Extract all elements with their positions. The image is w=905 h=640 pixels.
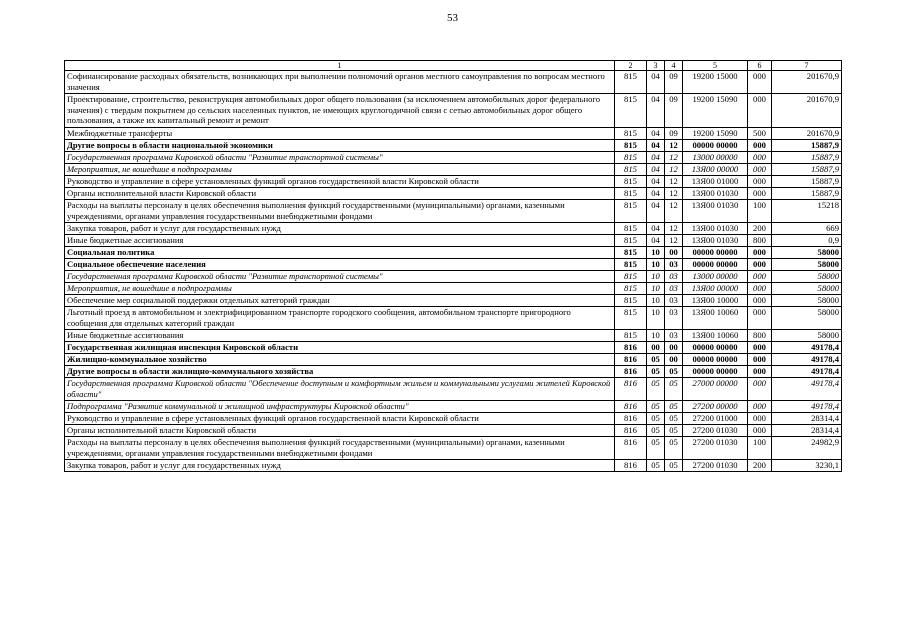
table-row: [65, 295, 842, 307]
row-admin-code-cell: 815: [615, 176, 647, 188]
row-section-cell: 05: [647, 378, 665, 401]
table-row: [65, 188, 842, 200]
row-target-code-cell: 00000 00000: [683, 247, 748, 259]
column-header-7: 7: [772, 61, 842, 71]
row-admin-code-cell: 815: [615, 283, 647, 295]
row-section-cell: 04: [647, 235, 665, 247]
row-expense-type-cell: 200: [748, 460, 772, 472]
row-admin-code-cell: 815: [615, 188, 647, 200]
row-target-code-cell: 13Я00 10060: [683, 307, 748, 330]
row-name-cell: Закупка товаров, работ и услуг для государственных нужд: [65, 223, 615, 235]
row-amount-cell: 669: [772, 223, 842, 235]
row-amount-cell: 49178,4: [772, 342, 842, 354]
table-body: [65, 71, 842, 472]
row-amount-cell: 24982,9: [772, 437, 842, 460]
row-section-cell: 04: [647, 200, 665, 223]
row-name-cell: Мероприятия, не вошедшие в подпрограммы: [65, 164, 615, 176]
row-subsection-cell: 00: [665, 247, 683, 259]
row-amount-cell: 58000: [772, 330, 842, 342]
row-subsection-cell: 03: [665, 283, 683, 295]
row-expense-type-cell: 000: [748, 425, 772, 437]
row-subsection-cell: 12: [665, 176, 683, 188]
row-admin-code-cell: 815: [615, 152, 647, 164]
row-section-cell: 10: [647, 271, 665, 283]
row-amount-cell: 15887,9: [772, 140, 842, 152]
table-row: [65, 413, 842, 425]
row-admin-code-cell: 815: [615, 71, 647, 94]
row-subsection-cell: 09: [665, 71, 683, 94]
row-expense-type-cell: 000: [748, 401, 772, 413]
table-row: [65, 71, 842, 94]
row-name-cell: Закупка товаров, работ и услуг для государственных нужд: [65, 460, 615, 472]
row-admin-code-cell: 815: [615, 259, 647, 271]
row-subsection-cell: 05: [665, 413, 683, 425]
row-amount-cell: 28314,4: [772, 425, 842, 437]
row-admin-code-cell: 815: [615, 128, 647, 140]
row-admin-code-cell: 816: [615, 460, 647, 472]
row-name-cell: Руководство и управление в сфере установленных функций органов государственной власти Кировской области: [65, 176, 615, 188]
table-row: [65, 164, 842, 176]
row-section-cell: 04: [647, 71, 665, 94]
row-expense-type-cell: 000: [748, 366, 772, 378]
row-section-cell: 05: [647, 366, 665, 378]
table-row: [65, 94, 842, 128]
row-target-code-cell: 13Я00 01030: [683, 188, 748, 200]
row-name-cell: Расходы на выплаты персоналу в целях обеспечения выполнения функций государственными (муниципальными) органами, казенными учреждениями, органами управления государственными внебюджетными фондами: [65, 200, 615, 223]
row-section-cell: 04: [647, 94, 665, 128]
row-admin-code-cell: 816: [615, 437, 647, 460]
row-target-code-cell: 27200 01030: [683, 437, 748, 460]
row-subsection-cell: 09: [665, 128, 683, 140]
row-name-cell: Жилищно-коммунальное хозяйство: [65, 354, 615, 366]
table-row: [65, 223, 842, 235]
row-section-cell: 05: [647, 401, 665, 413]
row-section-cell: 10: [647, 330, 665, 342]
row-subsection-cell: 03: [665, 259, 683, 271]
table-row: [65, 259, 842, 271]
row-target-code-cell: 27200 01030: [683, 460, 748, 472]
row-subsection-cell: 12: [665, 140, 683, 152]
row-expense-type-cell: 000: [748, 152, 772, 164]
row-admin-code-cell: 816: [615, 378, 647, 401]
row-amount-cell: 49178,4: [772, 401, 842, 413]
row-section-cell: 10: [647, 283, 665, 295]
row-section-cell: 04: [647, 140, 665, 152]
row-name-cell: Льготный проезд в автомобильном и электрифицированном транспорте городского сообщения, автомобильном транспорте пригородного сообщения для отдельных категорий граждан: [65, 307, 615, 330]
row-expense-type-cell: 000: [748, 140, 772, 152]
row-amount-cell: 28314,4: [772, 413, 842, 425]
row-subsection-cell: 05: [665, 366, 683, 378]
row-admin-code-cell: 815: [615, 223, 647, 235]
row-amount-cell: 15218: [772, 200, 842, 223]
row-target-code-cell: 27200 01030: [683, 425, 748, 437]
row-subsection-cell: 05: [665, 378, 683, 401]
row-name-cell: Расходы на выплаты персоналу в целях обеспечения выполнения функций государственными (муниципальными) органами, казенными учреждениями, органами управления государственными внебюджетными фондами: [65, 437, 615, 460]
table-row: [65, 283, 842, 295]
row-admin-code-cell: 815: [615, 247, 647, 259]
row-admin-code-cell: 815: [615, 94, 647, 128]
row-section-cell: 10: [647, 247, 665, 259]
row-amount-cell: 49178,4: [772, 354, 842, 366]
row-target-code-cell: 00000 00000: [683, 342, 748, 354]
row-section-cell: 05: [647, 413, 665, 425]
table-row: [65, 425, 842, 437]
row-section-cell: 04: [647, 223, 665, 235]
row-expense-type-cell: 000: [748, 378, 772, 401]
row-expense-type-cell: 500: [748, 128, 772, 140]
row-admin-code-cell: 815: [615, 271, 647, 283]
column-header-5: 5: [683, 61, 748, 71]
row-expense-type-cell: 000: [748, 354, 772, 366]
row-subsection-cell: 12: [665, 152, 683, 164]
row-admin-code-cell: 815: [615, 140, 647, 152]
row-admin-code-cell: 816: [615, 401, 647, 413]
row-expense-type-cell: 000: [748, 413, 772, 425]
row-subsection-cell: 03: [665, 307, 683, 330]
row-section-cell: 05: [647, 460, 665, 472]
table-row: [65, 140, 842, 152]
row-expense-type-cell: 000: [748, 271, 772, 283]
row-subsection-cell: 12: [665, 164, 683, 176]
row-admin-code-cell: 815: [615, 307, 647, 330]
row-subsection-cell: 05: [665, 437, 683, 460]
table-row: [65, 307, 842, 330]
row-expense-type-cell: 000: [748, 188, 772, 200]
row-expense-type-cell: 000: [748, 283, 772, 295]
row-target-code-cell: 19200 15090: [683, 94, 748, 128]
row-target-code-cell: 19200 15000: [683, 71, 748, 94]
row-expense-type-cell: 000: [748, 94, 772, 128]
row-section-cell: 05: [647, 354, 665, 366]
row-admin-code-cell: 815: [615, 200, 647, 223]
row-amount-cell: 58000: [772, 271, 842, 283]
row-target-code-cell: 19200 15090: [683, 128, 748, 140]
row-expense-type-cell: 000: [748, 71, 772, 94]
row-target-code-cell: 13Я00 01030: [683, 223, 748, 235]
budget-table: [64, 60, 842, 472]
row-admin-code-cell: 815: [615, 295, 647, 307]
row-expense-type-cell: 000: [748, 259, 772, 271]
table-row: [65, 176, 842, 188]
row-subsection-cell: 03: [665, 271, 683, 283]
row-subsection-cell: 03: [665, 330, 683, 342]
table-row: [65, 378, 842, 401]
row-amount-cell: 3230,1: [772, 460, 842, 472]
row-amount-cell: 15887,9: [772, 176, 842, 188]
row-admin-code-cell: 815: [615, 235, 647, 247]
row-subsection-cell: 00: [665, 354, 683, 366]
row-amount-cell: 58000: [772, 247, 842, 259]
row-target-code-cell: 27000 00000: [683, 378, 748, 401]
row-admin-code-cell: 816: [615, 366, 647, 378]
row-admin-code-cell: 816: [615, 425, 647, 437]
table-row: [65, 342, 842, 354]
row-name-cell: Руководство и управление в сфере установленных функций органов государственной власти Кировской области: [65, 413, 615, 425]
row-amount-cell: 58000: [772, 283, 842, 295]
column-header-2: 2: [615, 61, 647, 71]
column-header-3: 3: [647, 61, 665, 71]
row-name-cell: Другие вопросы в области жилищно-коммунального хозяйства: [65, 366, 615, 378]
row-name-cell: Софинансирование расходных обязательств, возникающих при выполнении полномочий органов местного самоуправления по вопросам местного значения: [65, 71, 615, 94]
row-name-cell: Мероприятия, не вошедшие в подпрограммы: [65, 283, 615, 295]
column-header-6: 6: [748, 61, 772, 71]
row-amount-cell: 58000: [772, 259, 842, 271]
row-amount-cell: 201670,9: [772, 71, 842, 94]
row-expense-type-cell: 000: [748, 295, 772, 307]
row-section-cell: 04: [647, 188, 665, 200]
row-target-code-cell: 00000 00000: [683, 140, 748, 152]
row-target-code-cell: 13000 00000: [683, 271, 748, 283]
row-name-cell: Органы исполнительной власти Кировской области: [65, 425, 615, 437]
row-expense-type-cell: 100: [748, 437, 772, 460]
row-name-cell: Иные бюджетные ассигнования: [65, 235, 615, 247]
table-row: [65, 247, 842, 259]
row-section-cell: 00: [647, 342, 665, 354]
column-header-4: 4: [665, 61, 683, 71]
column-header-1: 1: [65, 61, 615, 71]
row-amount-cell: 15887,9: [772, 152, 842, 164]
row-name-cell: Социальная политика: [65, 247, 615, 259]
table-row: [65, 401, 842, 413]
table-row: [65, 271, 842, 283]
table-row: [65, 330, 842, 342]
row-subsection-cell: 03: [665, 295, 683, 307]
row-expense-type-cell: 800: [748, 330, 772, 342]
table-row: [65, 235, 842, 247]
row-admin-code-cell: 816: [615, 342, 647, 354]
row-section-cell: 10: [647, 307, 665, 330]
table-row: [65, 366, 842, 378]
row-name-cell: Социальное обеспечение населения: [65, 259, 615, 271]
row-amount-cell: 58000: [772, 307, 842, 330]
row-target-code-cell: 13Я00 10000: [683, 295, 748, 307]
row-amount-cell: 201670,9: [772, 94, 842, 128]
row-target-code-cell: 13Я00 00000: [683, 283, 748, 295]
row-expense-type-cell: 000: [748, 247, 772, 259]
row-name-cell: Государственная жилищная инспекция Кировской области: [65, 342, 615, 354]
row-name-cell: Подпрограмма "Развитие коммунальной и жилищной инфраструктуры Кировской области": [65, 401, 615, 413]
row-target-code-cell: 00000 00000: [683, 259, 748, 271]
row-target-code-cell: 13Я00 01030: [683, 200, 748, 223]
table-header-row: [65, 61, 842, 71]
row-expense-type-cell: 000: [748, 176, 772, 188]
row-admin-code-cell: 815: [615, 164, 647, 176]
row-expense-type-cell: 000: [748, 307, 772, 330]
row-target-code-cell: 13Я00 10060: [683, 330, 748, 342]
table-row: [65, 152, 842, 164]
row-expense-type-cell: 100: [748, 200, 772, 223]
row-name-cell: Органы исполнительной власти Кировской области: [65, 188, 615, 200]
row-target-code-cell: 27200 00000: [683, 401, 748, 413]
row-name-cell: Межбюджетные трансферты: [65, 128, 615, 140]
row-subsection-cell: 12: [665, 235, 683, 247]
row-name-cell: Государственная программа Кировской области "Развитие транспортной системы": [65, 152, 615, 164]
table-row: [65, 460, 842, 472]
row-expense-type-cell: 000: [748, 164, 772, 176]
row-subsection-cell: 05: [665, 401, 683, 413]
row-expense-type-cell: 200: [748, 223, 772, 235]
row-section-cell: 04: [647, 176, 665, 188]
row-name-cell: Обеспечение мер социальной поддержки отдельных категорий граждан: [65, 295, 615, 307]
row-subsection-cell: 12: [665, 200, 683, 223]
row-subsection-cell: 00: [665, 342, 683, 354]
row-name-cell: Государственная программа Кировской области "Обеспечение доступным и комфортным жильем и коммунальными услугами жителей Кировской области": [65, 378, 615, 401]
row-target-code-cell: 13Я00 00000: [683, 164, 748, 176]
row-section-cell: 04: [647, 164, 665, 176]
row-target-code-cell: 00000 00000: [683, 354, 748, 366]
row-subsection-cell: 12: [665, 223, 683, 235]
row-section-cell: 04: [647, 152, 665, 164]
row-section-cell: 04: [647, 128, 665, 140]
row-name-cell: Государственная программа Кировской области "Развитие транспортной системы": [65, 271, 615, 283]
row-admin-code-cell: 816: [615, 354, 647, 366]
row-amount-cell: 15887,9: [772, 164, 842, 176]
table-row: [65, 128, 842, 140]
row-amount-cell: 49178,4: [772, 378, 842, 401]
row-section-cell: 05: [647, 437, 665, 460]
row-section-cell: 05: [647, 425, 665, 437]
row-name-cell: Проектирование, строительство, реконструкция автомобильных дорог общего пользования (за исключением автомобильных дорог федерального значения) с твердым покрытием до сельских населенных пунктов, не имеющих круглогодичной связи с сетью автомобильных дорог общего пользования, а также их капитальный ремонт и ремонт: [65, 94, 615, 128]
row-target-code-cell: 13Я00 01000: [683, 176, 748, 188]
row-subsection-cell: 09: [665, 94, 683, 128]
row-expense-type-cell: 800: [748, 235, 772, 247]
row-admin-code-cell: 816: [615, 413, 647, 425]
table-row: [65, 200, 842, 223]
row-expense-type-cell: 000: [748, 342, 772, 354]
row-amount-cell: 15887,9: [772, 188, 842, 200]
row-target-code-cell: 13000 00000: [683, 152, 748, 164]
row-amount-cell: 49178,4: [772, 366, 842, 378]
row-amount-cell: 58000: [772, 295, 842, 307]
row-admin-code-cell: 815: [615, 330, 647, 342]
row-section-cell: 10: [647, 295, 665, 307]
row-target-code-cell: 27200 01000: [683, 413, 748, 425]
row-subsection-cell: 05: [665, 425, 683, 437]
row-name-cell: Иные бюджетные ассигнования: [65, 330, 615, 342]
row-subsection-cell: 12: [665, 188, 683, 200]
row-amount-cell: 0,9: [772, 235, 842, 247]
row-name-cell: Другие вопросы в области национальной экономики: [65, 140, 615, 152]
row-section-cell: 10: [647, 259, 665, 271]
page-number: 53: [447, 12, 458, 24]
table-row: [65, 354, 842, 366]
table-row: [65, 437, 842, 460]
row-target-code-cell: 00000 00000: [683, 366, 748, 378]
row-target-code-cell: 13Я00 01030: [683, 235, 748, 247]
row-subsection-cell: 05: [665, 460, 683, 472]
row-amount-cell: 201670,9: [772, 128, 842, 140]
